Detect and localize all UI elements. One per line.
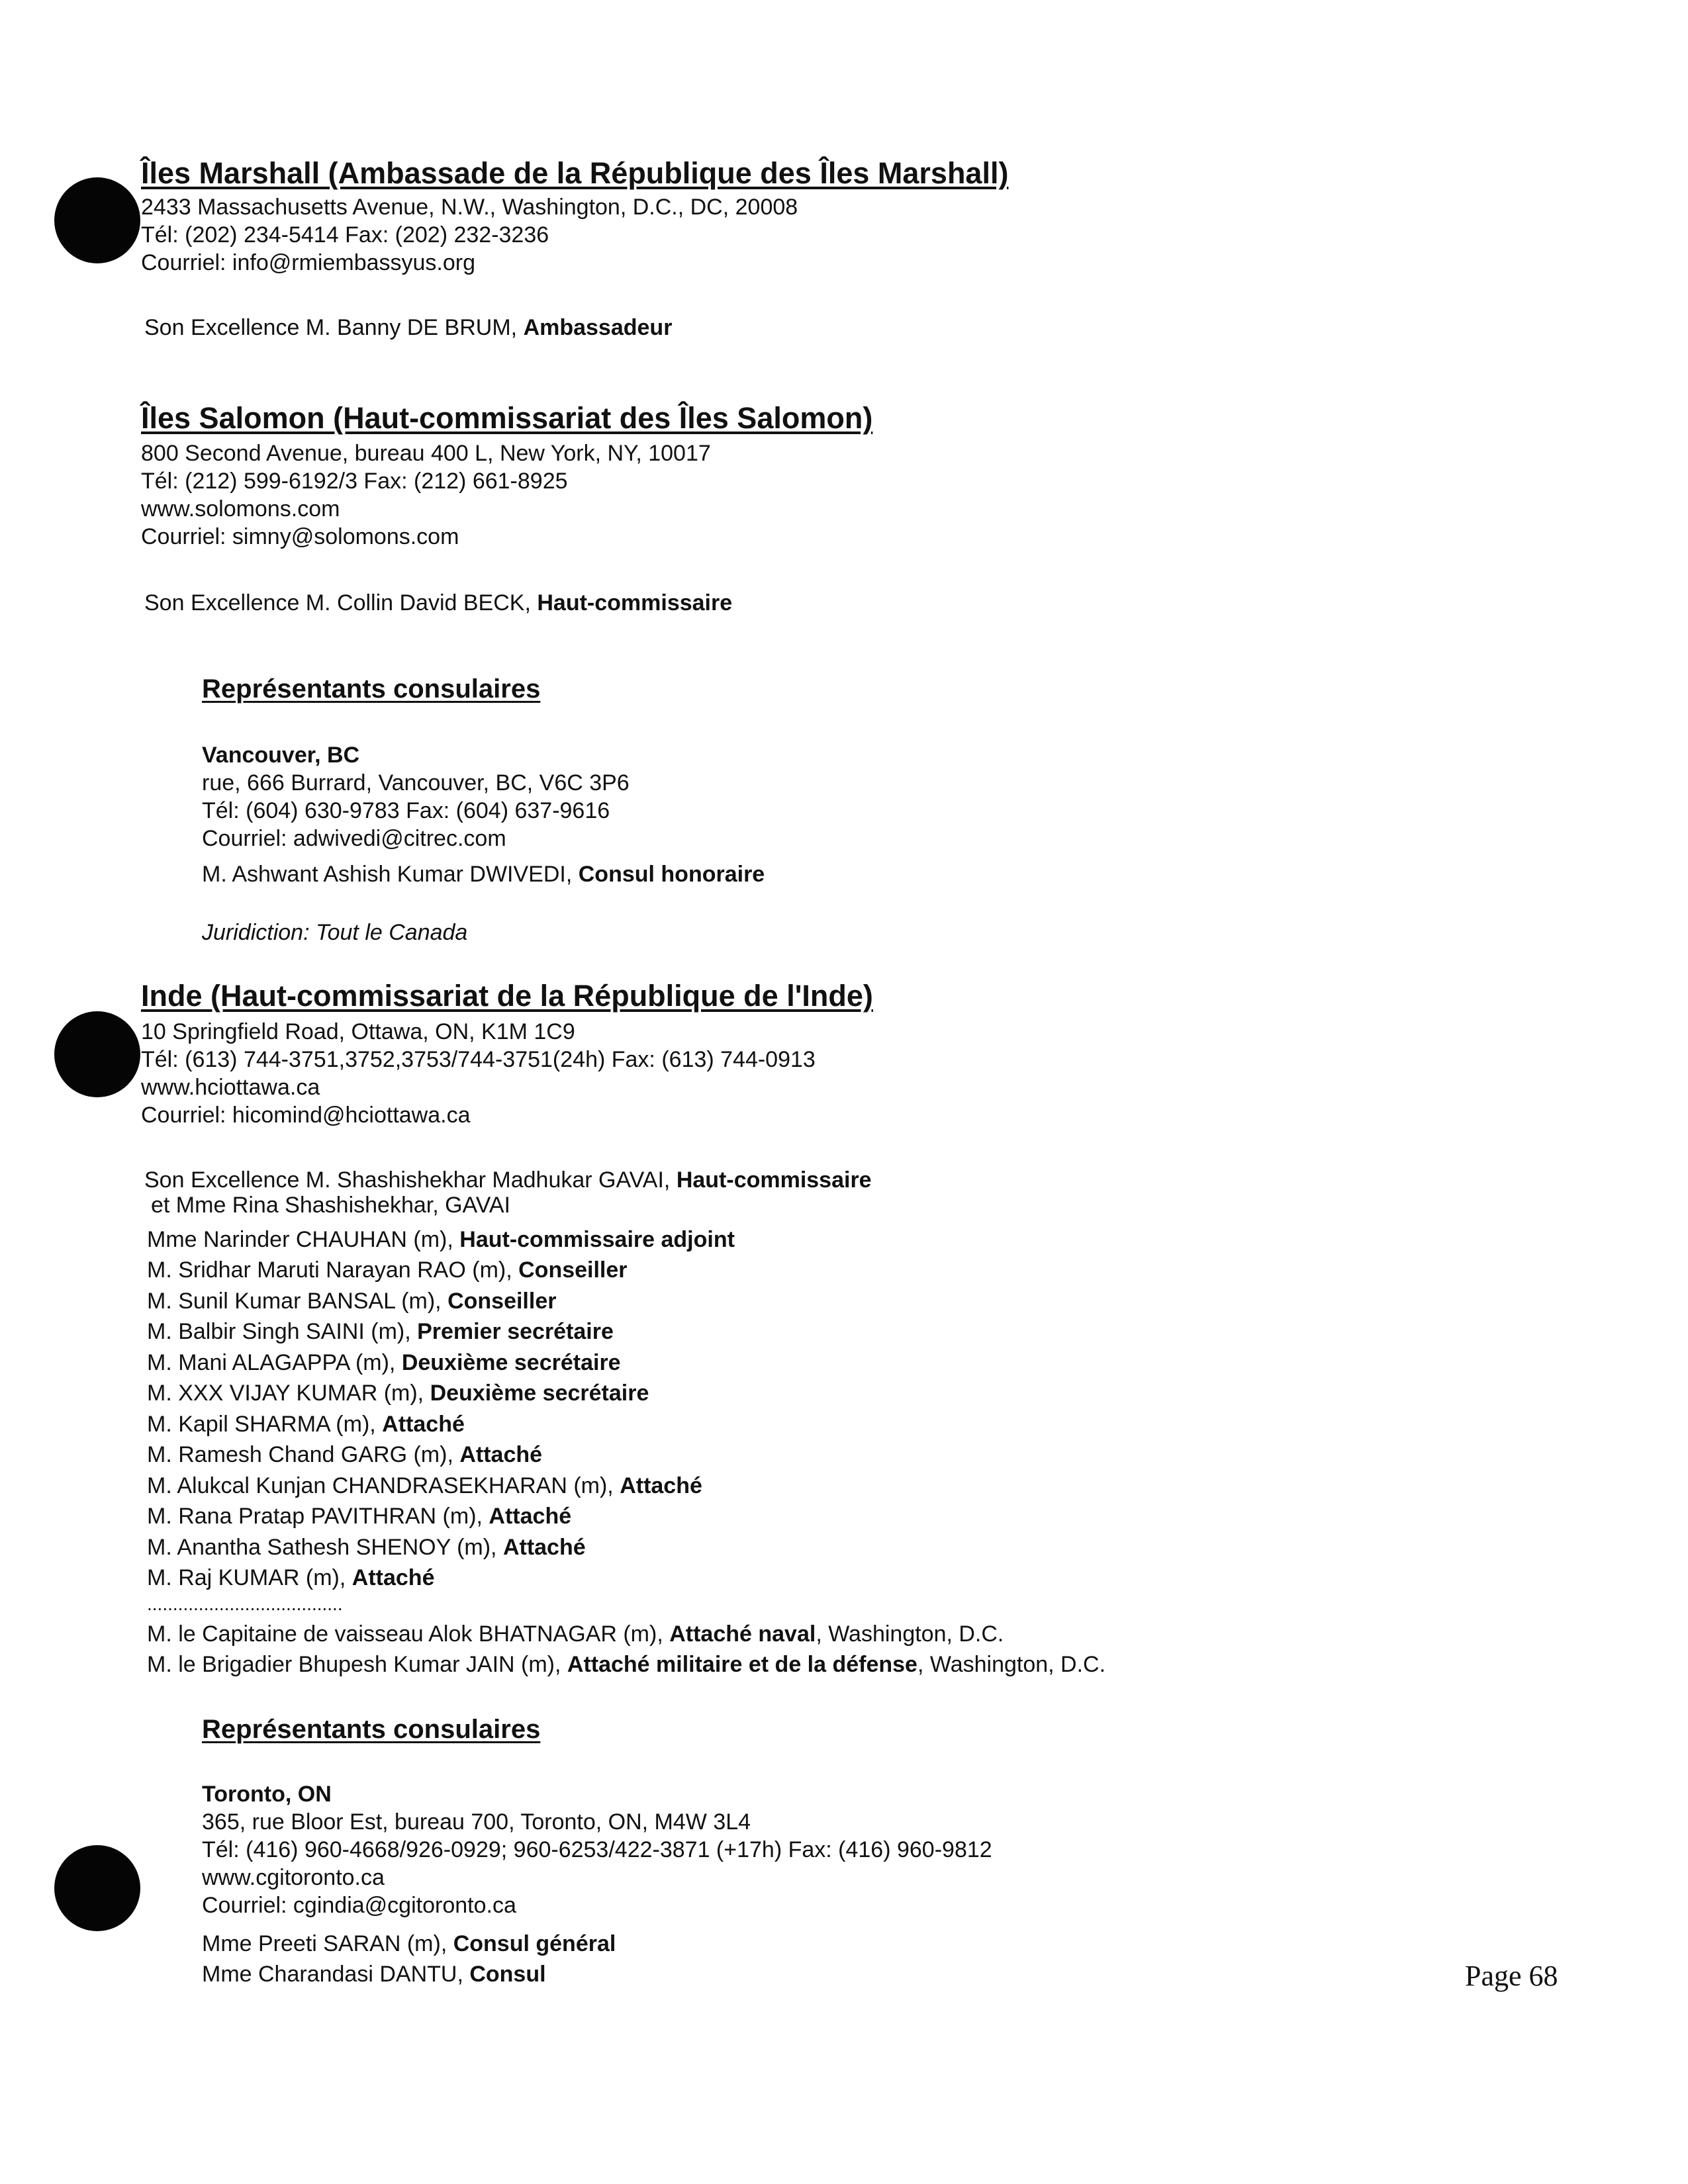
- staff-row: [147, 1441, 542, 1469]
- staff-title: Attaché: [502, 1535, 586, 1560]
- head-name: Son Excellence M. Banny DE BRUM,: [144, 315, 524, 340]
- attache-row: [147, 1620, 1004, 1648]
- website: www.hciottawa.ca: [141, 1075, 320, 1100]
- head-title: Haut-commissaire: [676, 1167, 872, 1193]
- punch-hole-top: [54, 177, 140, 263]
- staff-name: M. Mani ALAGAPPA (m),: [147, 1350, 402, 1375]
- attache-row: [147, 1651, 1105, 1678]
- section-title-marshall: Îles Marshall (Ambassade de la République des Îles Marshall): [141, 156, 1009, 190]
- tel-fax: Tél: (212) 599-6192/3 Fax: (212) 661-8925: [141, 469, 568, 494]
- staff-row: [147, 1502, 571, 1530]
- attache-name: M. le Brigadier Bhupesh Kumar JAIN (m),: [147, 1652, 567, 1677]
- page-number: Page 68: [1465, 1960, 1558, 1992]
- address: 2433 Massachusetts Avenue, N.W., Washington, D.C., DC, 20008: [141, 195, 798, 220]
- staff-title: Attaché: [352, 1565, 435, 1590]
- head-name: Son Excellence M. Shashishekhar Madhukar GAVAI,: [144, 1167, 677, 1193]
- staff-row: [147, 1472, 702, 1500]
- staff-title: Premier secrétaire: [417, 1319, 614, 1344]
- head-of-mission: [144, 314, 672, 341]
- staff-row: [147, 1410, 465, 1438]
- consular-representative: [202, 860, 765, 888]
- staff-row: [147, 1379, 649, 1407]
- attache-title: Attaché naval: [669, 1621, 816, 1647]
- staff-row: [147, 1256, 628, 1284]
- attache-title: Attaché militaire et de la défense: [567, 1652, 917, 1677]
- staff-name: Mme Narinder CHAUHAN (m),: [147, 1227, 460, 1252]
- head-of-mission: [144, 1166, 872, 1194]
- staff-name: M. Sunil Kumar BANSAL (m),: [147, 1289, 448, 1314]
- staff-title: Attaché: [489, 1504, 572, 1529]
- rep-name: Mme Preeti SARAN (m),: [202, 1931, 453, 1956]
- email: Courriel: hicomind@hciottawa.ca: [141, 1103, 471, 1128]
- staff-title: Deuxième secrétaire: [430, 1381, 649, 1406]
- email: Courriel: info@rmiembassyus.org: [141, 250, 476, 275]
- punch-hole-middle: [54, 1011, 140, 1097]
- consular-representative: [202, 1960, 546, 1988]
- tel-fax: Tél: (202) 234-5414 Fax: (202) 232-3236: [141, 222, 549, 248]
- head-title: Haut-commissaire: [537, 590, 733, 615]
- staff-name: M. Anantha Sathesh SHENOY (m),: [147, 1535, 503, 1560]
- head-title: Ambassadeur: [523, 315, 673, 340]
- attache-name: M. le Capitaine de vaisseau Alok BHATNAGAR (m),: [147, 1621, 670, 1647]
- consular-address: 365, rue Bloor Est, bureau 700, Toronto, ON, M4W 3L4: [202, 1809, 751, 1835]
- attache-location: , Washington, D.C.: [917, 1652, 1106, 1677]
- head-of-mission: [144, 589, 732, 617]
- staff-name: M. Kapil SHARMA (m),: [147, 1412, 383, 1437]
- head-name: Son Excellence M. Collin David BECK,: [144, 590, 538, 615]
- rep-name: M. Ashwant Ashish Kumar DWIVEDI,: [202, 862, 579, 887]
- staff-row: [147, 1287, 556, 1315]
- separator-dots: ......................................: [147, 1594, 343, 1614]
- consular-city: Vancouver, BC: [202, 743, 360, 768]
- staff-title: Attaché: [459, 1442, 543, 1467]
- staff-row: [147, 1533, 586, 1561]
- staff-name: M. XXX VIJAY KUMAR (m),: [147, 1381, 430, 1406]
- staff-name: M. Rana Pratap PAVITHRAN (m),: [147, 1504, 489, 1529]
- staff-row: [147, 1349, 621, 1377]
- address: 800 Second Avenue, bureau 400 L, New York, NY, 10017: [141, 441, 711, 466]
- rep-title: Consul: [469, 1962, 546, 1987]
- section-title-salomon: Îles Salomon (Haut-commissariat des Îles Salomon): [141, 401, 873, 435]
- punch-hole-bottom: [54, 1845, 140, 1931]
- consular-tel-fax: Tél: (416) 960-4668/926-0929; 960-6253/422-3871 (+17h) Fax: (416) 960-9812: [202, 1837, 992, 1862]
- staff-name: M. Alukcal Kunjan CHANDRASEKHARAN (m),: [147, 1473, 620, 1498]
- staff-title: Haut-commissaire adjoint: [459, 1227, 735, 1252]
- consular-tel-fax: Tél: (604) 630-9783 Fax: (604) 637-9616: [202, 798, 610, 823]
- consular-email: Courriel: cgindia@cgitoronto.ca: [202, 1893, 516, 1918]
- staff-title: Attaché: [382, 1412, 465, 1437]
- tel-fax: Tél: (613) 744-3751,3752,3753/744-3751(24h) Fax: (613) 744-0913: [141, 1047, 816, 1072]
- consular-heading: Représentants consulaires: [202, 674, 541, 704]
- spouse: et Mme Rina Shashishekhar, GAVAI: [151, 1193, 510, 1218]
- staff-row: [147, 1318, 614, 1345]
- consular-city: Toronto, ON: [202, 1782, 332, 1807]
- rep-title: Consul général: [453, 1931, 616, 1956]
- email: Courriel: simny@solomons.com: [141, 524, 459, 549]
- staff-title: Attaché: [620, 1473, 702, 1498]
- staff-name: M. Sridhar Maruti Narayan RAO (m),: [147, 1257, 519, 1283]
- staff-title: Deuxième secrétaire: [401, 1350, 621, 1375]
- staff-name: M. Ramesh Chand GARG (m),: [147, 1442, 460, 1467]
- rep-title: Consul honoraire: [578, 862, 765, 887]
- section-title-inde: Inde (Haut-commissariat de la République de l'Inde): [141, 979, 873, 1013]
- staff-name: M. Balbir Singh SAINI (m),: [147, 1319, 418, 1344]
- website: www.solomons.com: [141, 496, 340, 522]
- staff-row: [147, 1226, 735, 1253]
- jurisdiction: Juridiction: Tout le Canada: [202, 920, 468, 945]
- staff-title: Conseiller: [518, 1257, 628, 1283]
- rep-name: Mme Charandasi DANTU,: [202, 1962, 470, 1987]
- address: 10 Springfield Road, Ottawa, ON, K1M 1C9: [141, 1019, 575, 1044]
- attache-location: , Washington, D.C.: [816, 1621, 1004, 1647]
- consular-representative: [202, 1930, 616, 1958]
- consular-website: www.cgitoronto.ca: [202, 1865, 385, 1890]
- consular-heading: Représentants consulaires: [202, 1715, 541, 1744]
- consular-email: Courriel: adwivedi@citrec.com: [202, 826, 506, 851]
- staff-name: M. Raj KUMAR (m),: [147, 1565, 352, 1590]
- staff-row: [147, 1564, 434, 1592]
- consular-address: rue, 666 Burrard, Vancouver, BC, V6C 3P6: [202, 770, 630, 796]
- staff-title: Conseiller: [447, 1289, 557, 1314]
